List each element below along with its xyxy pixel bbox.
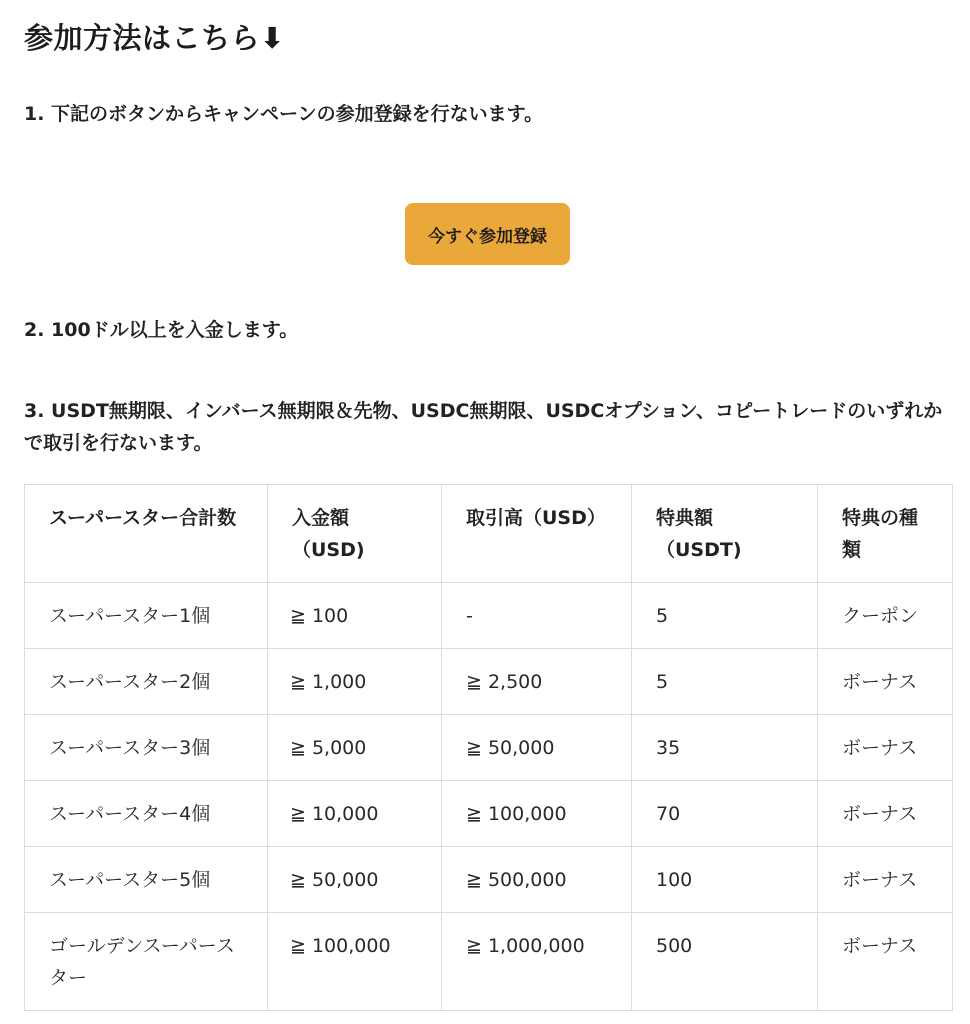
superstar-count-cell: ゴールデンスーパースター <box>25 913 268 1011</box>
cta-container <box>405 203 570 265</box>
superstar-count-cell: スーパースター4個 <box>25 781 268 847</box>
header-superstar-count: スーパースター合計数 <box>25 485 268 583</box>
join-now-button[interactable]: 今すぐ参加登録 <box>405 203 570 265</box>
step-1-text: 1. 下記のボタンからキャンペーンの参加登録を行ないます。 <box>24 103 544 125</box>
header-deposit-amount: 入金額（USD) <box>268 485 442 583</box>
table-row <box>25 649 953 715</box>
deposit-amount-cell: ≧ 1,000 <box>268 649 442 715</box>
superstar-count-cell: スーパースター5個 <box>25 847 268 913</box>
header-reward-amount: 特典額（USDT) <box>632 485 818 583</box>
table-row <box>25 781 953 847</box>
table-header-row <box>25 485 953 583</box>
reward-amount-cell: 70 <box>632 781 818 847</box>
header-trading-volume: 取引高（USD） <box>442 485 632 583</box>
reward-type-cell: ボーナス <box>818 649 953 715</box>
trading-volume-cell: ≧ 50,000 <box>442 715 632 781</box>
rewards-table-container <box>24 484 953 1011</box>
trading-volume-cell: - <box>442 583 632 649</box>
trading-volume-cell: ≧ 1,000,000 <box>442 913 632 1011</box>
reward-type-cell: ボーナス <box>818 715 953 781</box>
table-row <box>25 583 953 649</box>
table-row <box>25 715 953 781</box>
reward-type-cell: ボーナス <box>818 847 953 913</box>
trading-volume-cell: ≧ 500,000 <box>442 847 632 913</box>
step-2-text: 2. 100ドル以上を入金します。 <box>24 319 299 341</box>
superstar-count-cell: スーパースター3個 <box>25 715 268 781</box>
deposit-amount-cell: ≧ 5,000 <box>268 715 442 781</box>
deposit-amount-cell: ≧ 100 <box>268 583 442 649</box>
reward-type-cell: クーポン <box>818 583 953 649</box>
table-row <box>25 847 953 913</box>
reward-amount-cell: 100 <box>632 847 818 913</box>
trading-volume-cell: ≧ 100,000 <box>442 781 632 847</box>
table-row <box>25 913 953 1011</box>
trading-volume-cell: ≧ 2,500 <box>442 649 632 715</box>
page-title: 参加方法はこちら⬇ <box>24 21 285 55</box>
reward-amount-cell: 5 <box>632 649 818 715</box>
rewards-table <box>24 484 953 1011</box>
deposit-amount-cell: ≧ 50,000 <box>268 847 442 913</box>
header-reward-type: 特典の種類 <box>818 485 953 583</box>
step-3-text: 3. USDT無期限、インバース無期限＆先物、USDC無期限、USDCオプション、コピートレードのいずれかで取引を行ないます。 <box>24 400 943 454</box>
reward-amount-cell: 5 <box>632 583 818 649</box>
reward-type-cell: ボーナス <box>818 781 953 847</box>
deposit-amount-cell: ≧ 100,000 <box>268 913 442 1011</box>
deposit-amount-cell: ≧ 10,000 <box>268 781 442 847</box>
superstar-count-cell: スーパースター2個 <box>25 649 268 715</box>
reward-amount-cell: 500 <box>632 913 818 1011</box>
superstar-count-cell: スーパースター1個 <box>25 583 268 649</box>
reward-type-cell: ボーナス <box>818 913 953 1011</box>
reward-amount-cell: 35 <box>632 715 818 781</box>
